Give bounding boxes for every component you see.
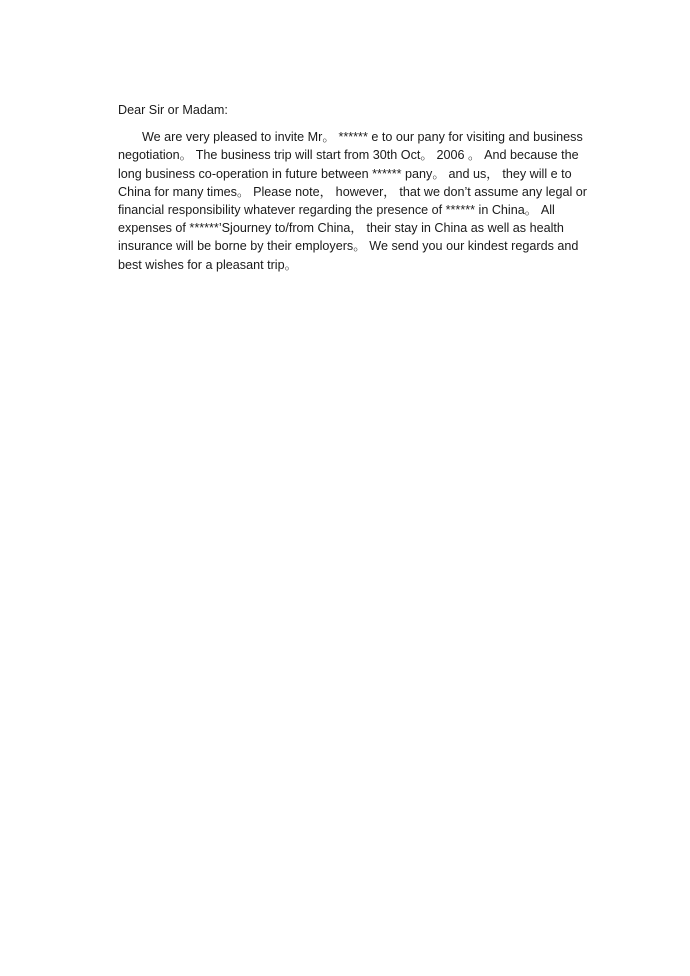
paragraph-line: negotiation。 The business trip will start from 30th Oct。 2006 。 And because the xyxy=(118,148,579,163)
paragraph-line: financial responsibility whatever regarding the presence of ****** in China。 All xyxy=(118,203,555,218)
paragraph-line: expenses of ******’Sjourney to/from China， their stay in China as well as health xyxy=(118,221,564,236)
paragraph-line: insurance will be borne by their employers。 We send you our kindest regards and xyxy=(118,239,579,254)
paragraph-line: long business co-operation in future between ****** pany。 and us， they will e to xyxy=(118,166,572,181)
paragraph-line: China for many times。 Please note， however， that we don’t assume any legal or xyxy=(118,184,587,199)
salutation: Dear Sir or Madam: xyxy=(118,103,228,117)
invitation-paragraph xyxy=(118,128,587,274)
paragraph-line: best wishes for a pleasant trip。 xyxy=(118,257,298,272)
letter-body xyxy=(118,101,587,274)
paragraph-line: We are very pleased to invite Mr。 ****** e to our pany for visiting and business xyxy=(142,130,583,145)
